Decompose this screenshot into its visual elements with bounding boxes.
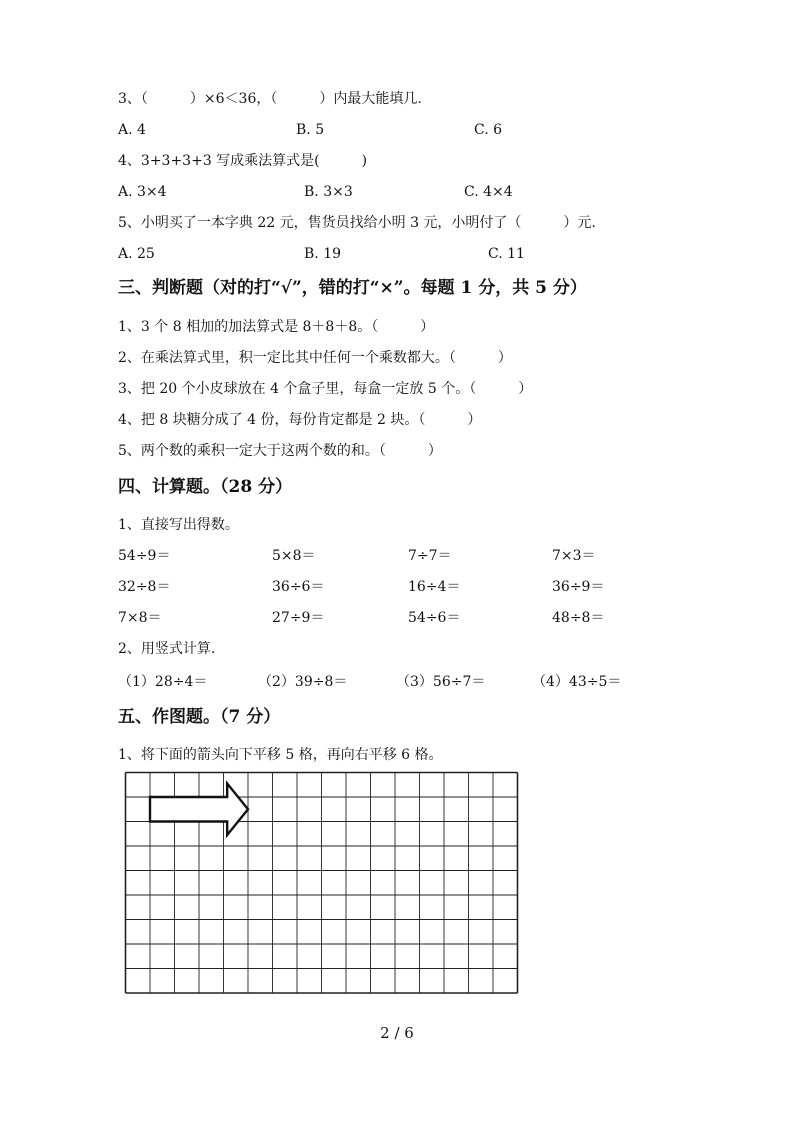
section-4-sub2: 2、用竖式计算.: [118, 641, 216, 657]
question-5-option-c: C. 11: [488, 246, 525, 262]
section-5-title: 五、作图题。（7 分）: [118, 707, 281, 727]
calc-item: 32÷8＝: [118, 579, 171, 595]
question-3-stem: 3、（ ）×6＜36，（ ）内最大能填几.: [118, 91, 422, 107]
question-4-option-a: A. 3×4: [118, 184, 167, 200]
calc-item: 36÷6＝: [272, 579, 325, 595]
question-4-stem: 4、3+3+3+3 写成乘法算式是( ): [118, 153, 368, 169]
vertical-calc-item: （2）39÷8＝: [258, 674, 348, 690]
calc-item: 7×8＝: [118, 610, 162, 626]
judgement-item: 5、两个数的乘积一定大于这两个数的和。（ ）: [118, 443, 442, 459]
calc-item: 5×8＝: [272, 548, 316, 564]
section-4-title: 四、计算题。（28 分）: [118, 477, 293, 497]
calc-item: 36÷9＝: [552, 579, 605, 595]
question-4-option-c: C. 4×4: [464, 184, 513, 200]
calc-item: 27÷9＝: [272, 610, 325, 626]
calc-item: 7÷7＝: [408, 548, 452, 564]
section-4-sub1: 1、直接写出得数。: [118, 517, 239, 533]
question-4-option-b: B. 3×3: [304, 184, 353, 200]
section-3-title: 三、判断题（对的打“√”，错的打“×”。每题 1 分，共 5 分）: [118, 278, 587, 298]
judgement-item: 4、把 8 块糖分成了 4 份，每份肯定都是 2 块。（ ）: [118, 412, 482, 428]
vertical-calc-item: （1）28÷4＝: [118, 674, 208, 690]
calc-item: 16÷4＝: [408, 579, 461, 595]
question-3-option-a: A. 4: [118, 122, 146, 138]
judgement-item: 1、3 个 8 相加的加法算式是 8＋8＋8。（ ）: [118, 319, 435, 335]
question-5-stem: 5、小明买了一本字典 22 元，售货员找给小明 3 元，小明付了（ ）元.: [118, 215, 596, 231]
section-5-sub1: 1、将下面的箭头向下平移 5 格，再向右平移 6 格。: [118, 747, 443, 763]
judgement-item: 2、在乘法算式里，积一定比其中任何一个乘数都大。（ ）: [118, 350, 512, 366]
question-5-option-a: A. 25: [118, 246, 155, 262]
question-3-option-c: C. 6: [474, 122, 503, 138]
calc-item: 48÷8＝: [552, 610, 605, 626]
judgement-item: 3、把 20 个小皮球放在 4 个盒子里，每盒一定放 5 个。（ ）: [118, 381, 533, 397]
drawing-grid: [124, 771, 520, 999]
calc-item: 54÷6＝: [408, 610, 461, 626]
question-5-option-b: B. 19: [304, 246, 342, 262]
page-number: 2 / 6: [380, 1024, 414, 1042]
calc-item: 7×3＝: [552, 548, 596, 564]
calc-item: 54÷9＝: [118, 548, 171, 564]
question-3-option-b: B. 5: [296, 122, 325, 138]
vertical-calc-item: （3）56÷7＝: [396, 674, 486, 690]
vertical-calc-item: （4）43÷5＝: [532, 674, 622, 690]
grid-with-arrow: [124, 771, 520, 995]
